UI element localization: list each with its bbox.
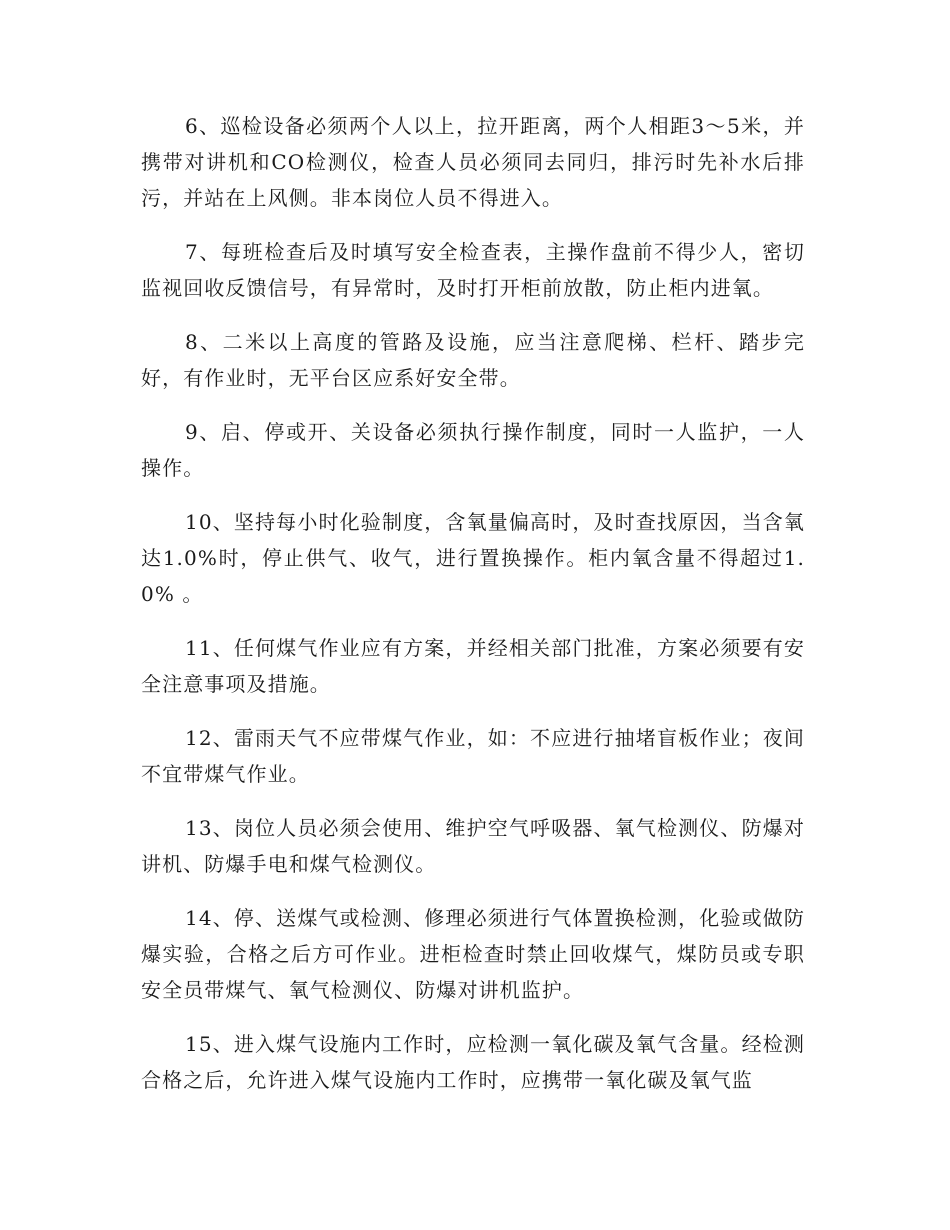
paragraph-item-12: 12、雷雨天气不应带煤气作业，如：不应进行抽堵盲板作业；夜间不宜带煤气作业。 — [141, 726, 805, 786]
paragraph-item-11: 11、任何煤气作业应有方案，并经相关部门批准，方案必须要有安全注意事项及措施。 — [141, 636, 805, 696]
paragraph-item-8: 8、二米以上高度的管路及设施，应当注意爬梯、栏杆、踏步完好，有作业时，无平台区应系好安全带。 — [141, 330, 805, 390]
paragraph-item-6: 6、巡检设备必须两个人以上，拉开距离，两个人相距3～5米，并携带对讲机和CO检测仪，检查人员必须同去同归，排污时先补水后排污，并站在上风侧。非本岗位人员不得进入。 — [141, 114, 805, 210]
document-body — [141, 108, 805, 1116]
paragraph-item-15: 15、进入煤气设施内工作时，应检测一氧化碳及氧气含量。经检测合格之后，允许进入煤气设施内工作时，应携带一氧化碳及氧气监 — [141, 1032, 805, 1092]
paragraph-item-7: 7、每班检查后及时填写安全检查表，主操作盘前不得少人，密切监视回收反馈信号，有异常时，及时打开柜前放散，防止柜内进氧。 — [141, 240, 805, 300]
paragraph-item-9: 9、启、停或开、关设备必须执行操作制度，同时一人监护，一人操作。 — [141, 420, 805, 480]
paragraph-item-14: 14、停、送煤气或检测、修理必须进行气体置换检测，化验或做防爆实验，合格之后方可作业。进柜检查时禁止回收煤气，煤防员或专职安全员带煤气、氧气检测仪、防爆对讲机监护。 — [141, 906, 805, 1002]
paragraph-item-10: 10、坚持每小时化验制度，含氧量偏高时，及时查找原因，当含氧达1.0%时，停止供气、收气，进行置换操作。柜内氧含量不得超过1.0% 。 — [141, 510, 805, 606]
paragraph-item-13: 13、岗位人员必须会使用、维护空气呼吸器、氧气检测仪、防爆对讲机、防爆手电和煤气检测仪。 — [141, 816, 805, 876]
